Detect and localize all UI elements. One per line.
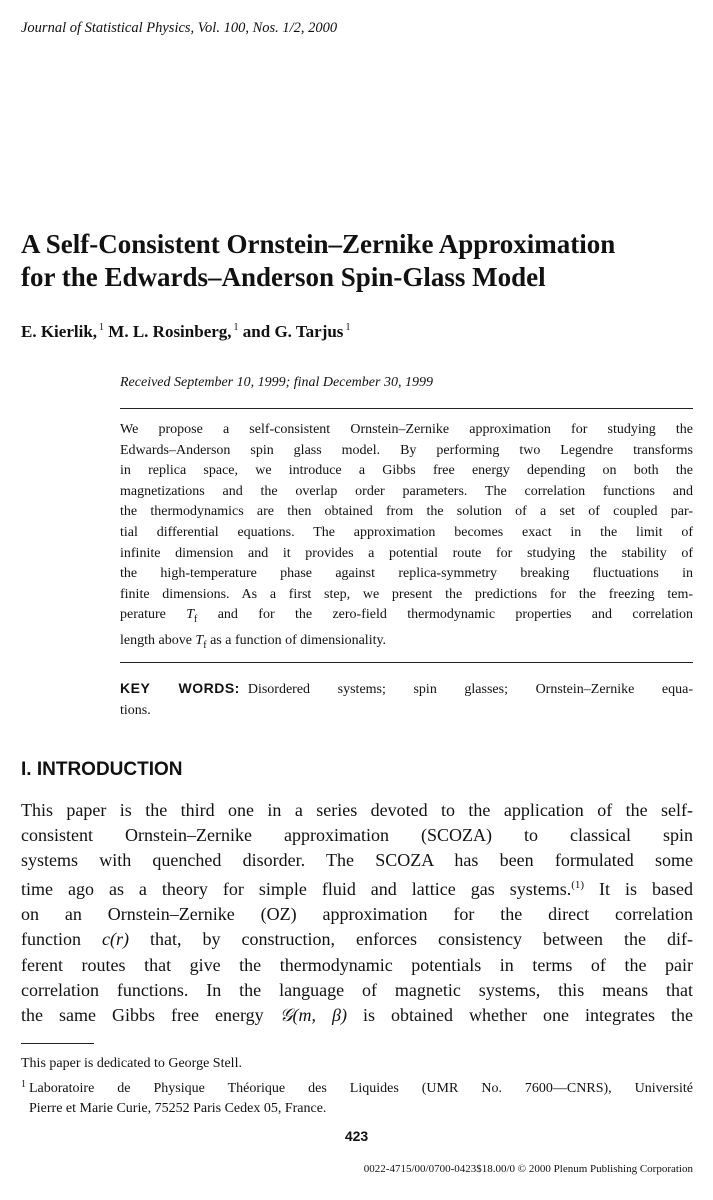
body-text-span: is obtained whether one integrates the [346,1004,693,1025]
body-line: systems with quenched disorder. The SCOZA has been formulated some [21,850,693,871]
math-expression: 𝒢(m, β) [279,1004,347,1025]
footnotes [21,1054,693,1120]
footnote-rule [21,1043,94,1044]
freezing-temperature-symbol: T [195,632,204,648]
abstract-line: infinite dimension and it provides a potential route for studying the stability of [120,545,693,561]
paper-title [21,228,701,294]
abstract-text: and for the zero-field thermodynamic properties and correlation [197,607,693,623]
received-dates: Received September 10, 1999; final December 30, 1999 [120,375,433,390]
keywords-text: Disordered systems; spin glasses; Ornstein–Zernike equa- [247,682,694,697]
body-line [21,927,693,952]
abstract-line: tial differential equations. The approximation becomes exact in the limit of [120,524,693,540]
abstract-line [120,605,693,630]
page-number: 423 [344,1128,369,1144]
author-affiliation-mark: 1 [99,322,105,333]
author-list [21,322,350,342]
body-line: This paper is the third one in a series devoted to the application of the self- [21,800,693,820]
abstract-bottom-rule [120,662,693,663]
journal-header: Journal of Statistical Physics, Vol. 100, Nos. 1/2, 2000 [21,20,338,36]
abstract-line: We propose a self-consistent Ornstein–Zernike approximation for studying the [120,422,693,437]
abstract-top-rule [120,408,693,409]
abstract-text: length above [120,632,196,648]
author-affiliation-mark: 1 [345,322,351,333]
title-line-1: A Self-Consistent Ornstein–Zernike Approximation [21,229,616,259]
abstract-text: as a function of dimensionality. [206,632,387,648]
abstract-line: the thermodynamics are then obtained from the solution of a set of coupled par- [120,504,693,520]
author-affiliation-mark: 1 [233,322,239,333]
body-text-span: It is based [584,879,693,900]
abstract [120,420,693,656]
math-expression: c(r) [102,929,129,950]
footnote-affiliation [21,1075,693,1100]
symbol-subscript: f [203,639,207,651]
author-name: M. L. Rosinberg, [108,322,232,341]
freezing-temperature-symbol: T [186,607,195,623]
body-line: consistent Ornstein–Zernike approximation (SCOZA) to classical spin [21,825,693,846]
keywords [120,678,693,721]
author-name: E. Kierlik, [21,322,98,341]
body-line: on an Ornstein–Zernike (OZ) approximation for the direct correlation [21,904,693,925]
abstract-line: finite dimensions. As a first step, we present the predictions for the freezing tem- [120,586,693,602]
section-heading: I. INTRODUCTION [21,759,183,780]
footnote-text: Laboratoire de Physique Théorique des Liquides (UMR No. 7600—CNRS), Université [29,1080,693,1096]
footnote-number: 1 [21,1078,26,1090]
author-name: G. Tarjus [274,322,344,341]
body-line: correlation functions. In the language of magnetic systems, this means that [21,979,693,1000]
body-text-span: function [21,929,103,950]
abstract-line: Edwards–Anderson spin glass model. By performing two Legendre transforms [120,442,693,458]
footnote-affiliation-cont: Pierre et Marie Curie, 75252 Paris Cedex 05, France. [29,1101,327,1116]
title-line-2: for the Edwards–Anderson Spin-Glass Model [21,262,546,292]
symbol-subscript: f [194,614,198,626]
keywords-line: tions. [120,702,151,718]
keywords-label: KEY WORDS: [120,680,240,696]
abstract-line: magnetizations and the overlap order parameters. The correlation functions and [120,483,693,499]
abstract-line [120,631,693,656]
body-text-span: time ago as a theory for simple fluid and lattice gas systems. [21,879,572,900]
body-text-span: the same Gibbs free energy [21,1004,280,1025]
abstract-text: perature [120,607,187,623]
keywords-line [120,678,693,701]
body-text-span: that, by construction, enforces consistency between the dif- [129,929,693,950]
abstract-line: in replica space, we introduce a Gibbs free energy depending on both the [120,463,693,479]
footnote-dedication: This paper is dedicated to George Stell. [21,1056,242,1071]
body-text [21,798,693,1028]
body-line: ferent routes that give the thermodynamic potentials in terms of the pair [21,954,693,975]
imprint-line: 0022-4715/00/0700-0423$18.00/0 © 2000 Plenum Publishing Corporation [363,1163,693,1175]
body-line [21,1003,693,1028]
author-separator: and [238,322,275,341]
citation-ref: (1) [571,879,585,892]
abstract-line: the high-temperature phase against replica-symmetry breaking fluctuations in [120,566,693,582]
body-line [21,873,693,902]
